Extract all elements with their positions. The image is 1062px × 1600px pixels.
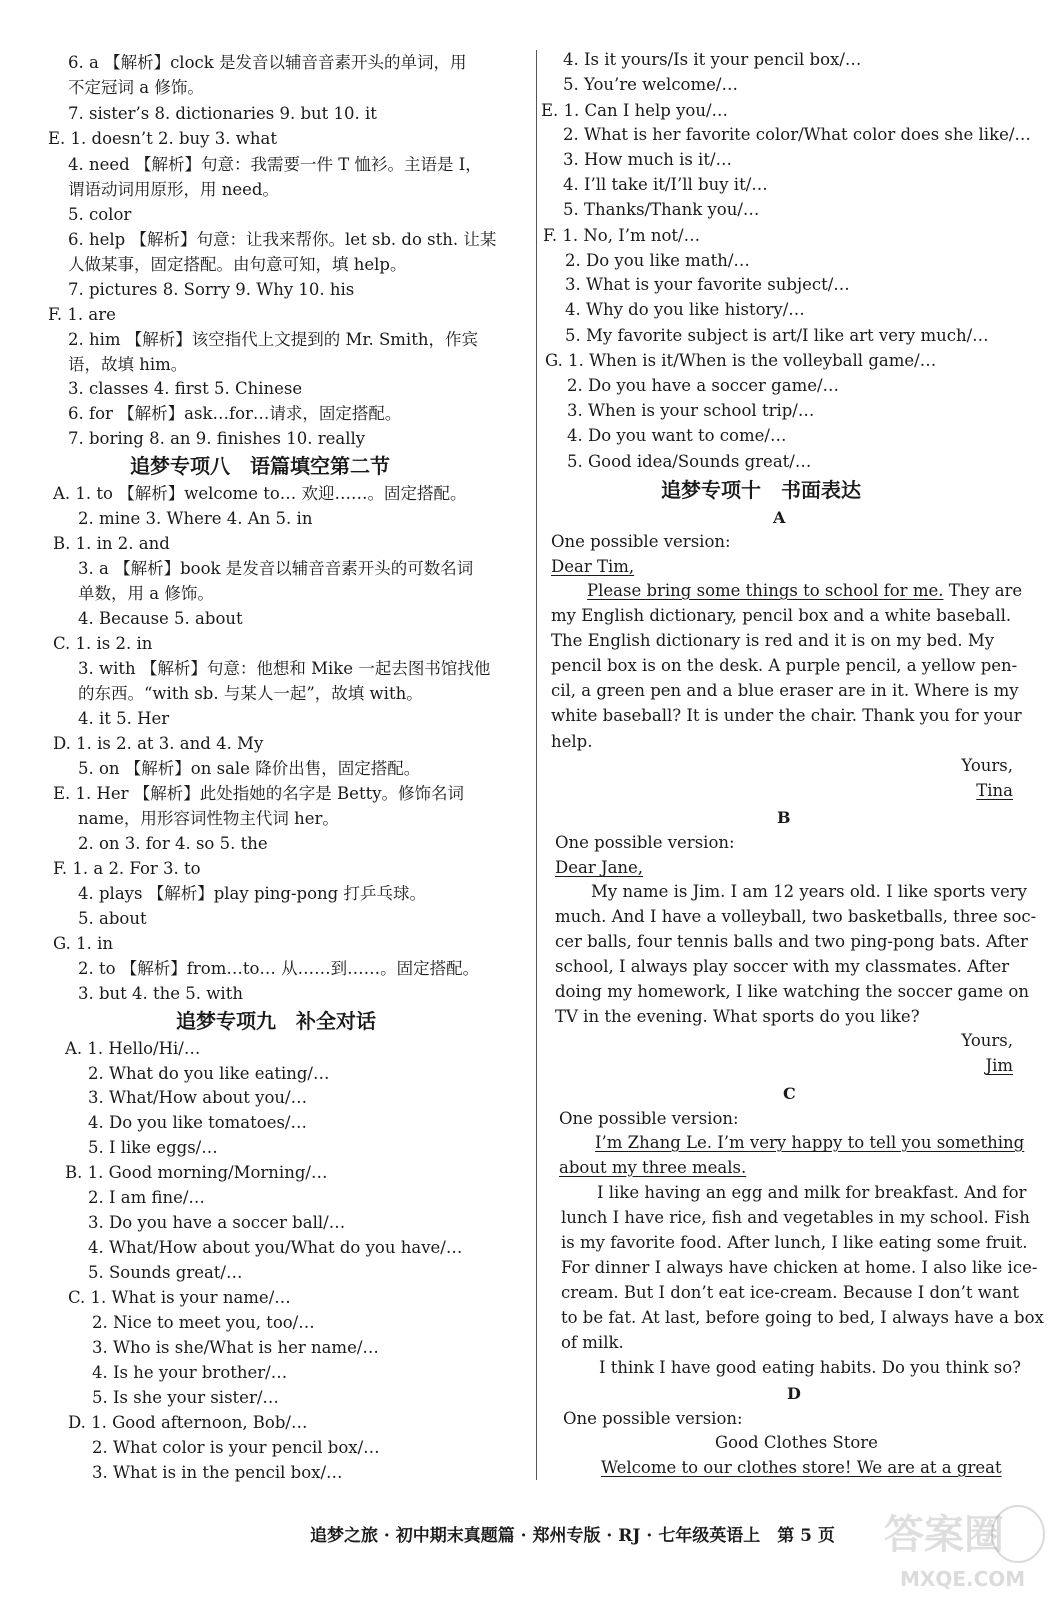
answer-line: 3. classes 4. first 5. Chinese	[68, 379, 303, 398]
answer-line: cream. But I don’t eat ice-cream. Because I don’t want	[561, 1283, 1019, 1302]
answer-line: 2. mine 3. Where 4. An 5. in	[78, 509, 313, 528]
answer-line: 7. sister’s 8. dictionaries 9. but 10. it	[68, 104, 377, 123]
answer-line: 4. What/How about you/What do you have/…	[88, 1238, 463, 1257]
answer-line: 2. Nice to meet you, too/…	[92, 1313, 315, 1332]
answer-line: 6. for 【解析】ask…for…请求，固定搭配。	[68, 404, 402, 423]
answer-line: A. 1. Hello/Hi/…	[65, 1039, 201, 1058]
answer-line: 3. but 4. the 5. with	[78, 984, 243, 1003]
answer-line: 4. plays 【解析】play ping-pong 打乒乓球。	[78, 884, 426, 903]
answer-line: 2. on 3. for 4. so 5. the	[78, 834, 268, 853]
watermark-title: 答案圈	[884, 1512, 1004, 1558]
letter-signoff: Jim	[985, 1056, 1013, 1075]
answer-line: 3. a 【解析】book 是发音以辅音音素开头的可数名词	[78, 559, 474, 578]
answer-line: help.	[551, 732, 593, 751]
answer-line: My name is Jim. I am 12 years old. I like sports very	[591, 882, 1027, 901]
answer-line: 5. Is she your sister/…	[92, 1388, 279, 1407]
answer-line: Dear Tim,	[551, 557, 635, 576]
answer-line: white baseball? It is under the chair. Thank you for your	[551, 706, 1022, 725]
letter-signoff: Yours,	[961, 756, 1013, 775]
answer-line: Dear Jane,	[555, 858, 644, 877]
answer-line: E. 1. doesn’t 2. buy 3. what	[48, 129, 277, 148]
answer-line: 不定冠词 a 修饰。	[68, 78, 204, 97]
answer-line: A. 1. to 【解析】welcome to… 欢迎……。固定搭配。	[53, 484, 467, 503]
answer-line: F. 1. are	[48, 305, 116, 324]
answer-line: 5. Sounds great/…	[88, 1263, 243, 1282]
answer-line: 2. to 【解析】from…to… 从……到……。固定搭配。	[78, 959, 480, 978]
answer-line: cer balls, four tennis balls and two ping-pong bats. After	[555, 932, 1028, 951]
answer-line: Welcome to our clothes store! We are at a great	[601, 1458, 1002, 1477]
answer-line: D. 1. is 2. at 3. and 4. My	[53, 734, 264, 753]
answer-line: 单数，用 a 修饰。	[78, 584, 214, 603]
answer-line: E. 1. Her 【解析】此处指她的名字是 Betty。修饰名词	[53, 784, 465, 803]
answer-line: 5. I like eggs/…	[88, 1138, 218, 1157]
answer-line: 5. on 【解析】on sale 降价出售，固定搭配。	[78, 759, 421, 778]
answer-line: is my favorite food. After lunch, I like eating some fruit.	[561, 1233, 1028, 1252]
answer-line: F. 1. No, I’m not/…	[543, 226, 701, 245]
answer-line: 7. pictures 8. Sorry 9. Why 10. his	[68, 280, 355, 299]
answer-line: 7. boring 8. an 9. finishes 10. really	[68, 429, 366, 448]
answer-line: 4. need 【解析】句意：我需要一件 T 恤衫。主语是 I，	[68, 155, 482, 174]
answer-line: I like having an egg and milk for breakfast. And for	[597, 1183, 1027, 1202]
part-label: D	[787, 1384, 801, 1403]
answer-line: 5. color	[68, 205, 132, 224]
answer-line: 5. about	[78, 909, 147, 928]
letter-signoff: Tina	[976, 781, 1013, 800]
part-label: B	[777, 808, 791, 827]
answer-line: 4. I’ll take it/I’ll buy it/…	[563, 175, 768, 194]
answer-line: C. 1. What is your name/…	[68, 1288, 291, 1307]
answer-line: 3. What is your favorite subject/…	[565, 275, 850, 294]
answer-line: 5. My favorite subject is art/I like art very much/…	[565, 326, 989, 345]
answer-line: D. 1. Good afternoon, Bob/…	[68, 1413, 308, 1432]
answer-line: Good Clothes Store	[715, 1433, 878, 1452]
answer-line: I’m Zhang Le. I’m very happy to tell you something	[595, 1133, 1025, 1152]
answer-line: One possible version:	[559, 1109, 739, 1128]
answer-line: 谓语动词用原形，用 need。	[68, 180, 279, 199]
answer-line: One possible version:	[551, 532, 731, 551]
answer-line: 2. him 【解析】该空指代上文提到的 Mr. Smith，作宾	[68, 330, 478, 349]
answer-line: cil, a green pen and a blue eraser are in it. Where is my	[551, 681, 1019, 700]
answer-line: For dinner I always have chicken at home. I also like ice-	[561, 1258, 1038, 1277]
column-divider	[536, 50, 537, 1480]
watermark-logo	[880, 1498, 1050, 1594]
answer-line: B. 1. in 2. and	[53, 534, 170, 553]
answer-line: G. 1. in	[53, 934, 113, 953]
answer-line: 4. Do you want to come/…	[567, 426, 787, 445]
answer-line: 4. Is it yours/Is it your pencil box/…	[563, 50, 862, 69]
answer-line: 6. help 【解析】句意：让我来帮你。let sb. do sth. 让某	[68, 230, 497, 249]
answer-line: I think I have good eating habits. Do you think so?	[599, 1358, 1021, 1377]
answer-line: 3. Who is she/What is her name/…	[92, 1338, 379, 1357]
answer-line: 4. Why do you like history/…	[565, 300, 805, 319]
answer-line: F. 1. a 2. For 3. to	[53, 859, 201, 878]
letter-signoff: Yours,	[961, 1031, 1013, 1050]
section-heading: 追梦专项八 语篇填空第二节	[130, 454, 390, 478]
answer-line: 5. Good idea/Sounds great/…	[567, 452, 812, 471]
answer-line: One possible version:	[555, 833, 735, 852]
answer-line: B. 1. Good morning/Morning/…	[65, 1163, 328, 1182]
answer-line: 2. Do you have a soccer game/…	[567, 376, 840, 395]
answer-line: G. 1. When is it/When is the volleyball game/…	[545, 351, 937, 370]
answer-line: 3. What/How about you/…	[88, 1088, 308, 1107]
answer-line: The English dictionary is red and it is on my bed. My	[551, 631, 995, 650]
answer-line: of milk.	[561, 1333, 624, 1352]
part-label: A	[773, 508, 786, 527]
answer-line	[587, 580, 1022, 602]
answer-line: 3. What is in the pencil box/…	[92, 1463, 343, 1482]
answer-line: to be fat. At last, before going to bed, I always have a box	[561, 1308, 1044, 1327]
answer-line: much. And I have a volleyball, two basketballs, three soc-	[555, 907, 1037, 926]
answer-line: about my three meals.	[559, 1158, 747, 1177]
answer-line: 4. Do you like tomatoes/…	[88, 1113, 307, 1132]
answer-line: C. 1. is 2. in	[53, 634, 153, 653]
part-label: C	[783, 1084, 796, 1103]
answer-line: 4. it 5. Her	[78, 709, 170, 728]
answer-line: 4. Is he your brother/…	[92, 1363, 288, 1382]
answer-line: name，用形容词性物主代词 her。	[78, 809, 339, 828]
watermark-url: MXQE.COM	[900, 1567, 1026, 1591]
answer-line: lunch I have rice, fish and vegetables in my school. Fish	[561, 1208, 1030, 1227]
answer-line: 3. When is your school trip/…	[567, 401, 815, 420]
line-rest: They are	[943, 581, 1023, 600]
answer-line: 5. You’re welcome/…	[563, 75, 738, 94]
answer-line: 的东西。“with sb. 与某人一起”，故填 with。	[78, 684, 423, 703]
answer-line: 2. I am fine/…	[88, 1188, 205, 1207]
answer-line: pencil box is on the desk. A purple pencil, a yellow pen-	[551, 656, 1018, 675]
answer-line: TV in the evening. What sports do you like?	[555, 1007, 920, 1026]
page-footer: 追梦之旅 · 初中期末真题篇 · 郑州专版 · RJ · 七年级英语上 第 5 页	[310, 1526, 835, 1546]
answer-line: 2. What do you like eating/…	[88, 1064, 330, 1083]
section-heading: 追梦专项十 书面表达	[661, 478, 861, 502]
underlined-text: Please bring some things to school for me.	[587, 581, 944, 600]
answer-line: my English dictionary, pencil box and a white baseball.	[551, 606, 1012, 625]
answer-line: doing my homework, I like watching the soccer game on	[555, 982, 1029, 1001]
answer-line: 5. Thanks/Thank you/…	[563, 200, 760, 219]
answer-line: E. 1. Can I help you/…	[541, 101, 729, 120]
answer-line: 3. with 【解析】句意：他想和 Mike 一起去图书馆找他	[78, 659, 491, 678]
answer-line: 3. How much is it/…	[563, 150, 733, 169]
answer-line: 2. Do you like math/…	[565, 251, 750, 270]
answer-line: One possible version:	[563, 1409, 743, 1428]
answer-line: 3. Do you have a soccer ball/…	[88, 1213, 346, 1232]
answer-line: 2. What is her favorite color/What color does she like/…	[563, 125, 1031, 144]
answer-line: school, I always play soccer with my classmates. After	[555, 957, 1010, 976]
answer-line: 2. What color is your pencil box/…	[92, 1438, 380, 1457]
section-heading: 追梦专项九 补全对话	[176, 1009, 376, 1033]
answer-line: 4. Because 5. about	[78, 609, 243, 628]
answer-line: 语，故填 him。	[68, 355, 188, 374]
answer-line: 人做某事，固定搭配。由句意可知，填 help。	[68, 255, 407, 274]
answer-line: 6. a 【解析】clock 是发音以辅音音素开头的单词，用	[68, 53, 467, 72]
